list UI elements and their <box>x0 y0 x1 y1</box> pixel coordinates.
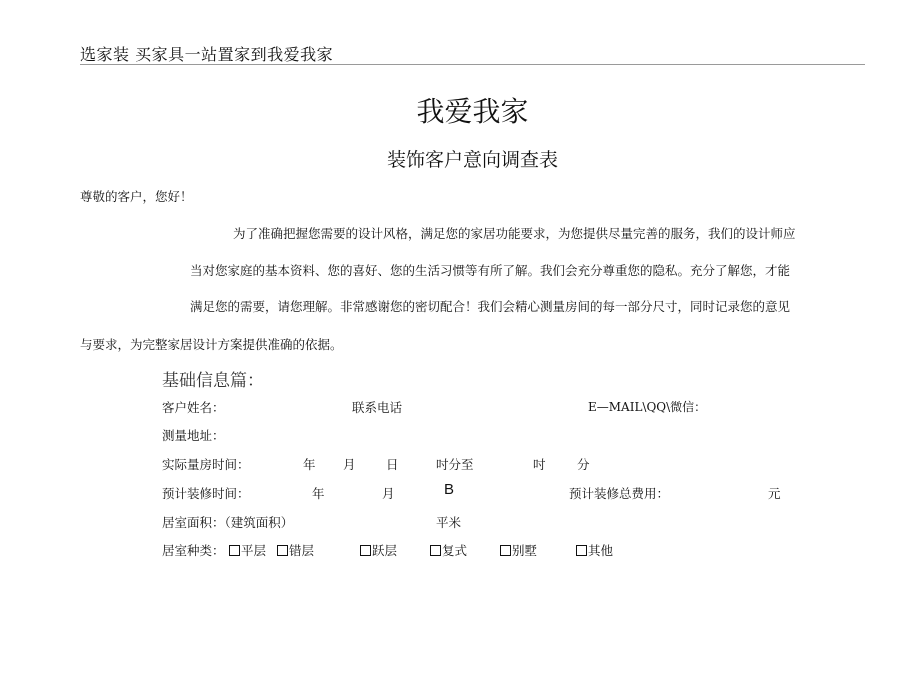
renovation-time-label: 预计装修时间： <box>162 486 250 501</box>
greeting: 尊敬的客户，您好！ <box>80 189 193 204</box>
checkbox-icon[interactable] <box>360 545 371 556</box>
renovation-day-label: B <box>444 481 455 498</box>
room-type-option-flat[interactable] <box>229 541 266 559</box>
phone-label: 联系电话 <box>352 400 403 415</box>
room-type-option-multi-level[interactable] <box>360 541 397 559</box>
checkbox-icon[interactable] <box>229 545 240 556</box>
section-title: 基础信息篇： <box>162 371 264 391</box>
room-type-option-label: 平层 <box>241 543 267 558</box>
checkbox-icon[interactable] <box>430 545 441 556</box>
intro-line-4: 与要求，为完整家居设计方案提供准确的依据。 <box>80 337 343 352</box>
total-cost-label: 预计装修总费用： <box>569 486 670 501</box>
intro-line-1: 为了准确把握您需要的设计风格，满足您的家居功能要求，为您提供尽量完善的服务，我们的设计师应 <box>233 226 796 241</box>
page-subtitle: 装饰客户意向调查表 <box>386 149 558 171</box>
area-label: 居室面积：（建筑面积） <box>162 515 294 530</box>
measure-month-label: 月 <box>343 457 356 472</box>
room-type-option-other[interactable] <box>576 541 613 559</box>
measure-minute-label: 分 <box>577 457 590 472</box>
renovation-year-label: 年 <box>312 486 325 501</box>
header-text: 选家装 买家具一站置家到我爱我家 <box>80 45 334 64</box>
customer-name-label: 客户姓名： <box>162 400 225 415</box>
room-type-option-label: 别墅 <box>512 543 538 558</box>
measure-time-label: 实际量房时间： <box>162 457 250 472</box>
room-type-option-duplex[interactable] <box>430 541 467 559</box>
renovation-month-label: 月 <box>382 486 395 501</box>
room-type-option-label: 错层 <box>289 543 315 558</box>
measure-day-label: 日 <box>386 457 399 472</box>
total-cost-unit: 元 <box>768 486 781 501</box>
email-qq-wechat-label: E—MAIL\QQ\微信： <box>588 400 707 414</box>
measure-time-from-label: 吋分至 <box>436 457 474 472</box>
room-type-option-villa[interactable] <box>500 541 537 559</box>
room-type-option-label: 复式 <box>442 543 468 558</box>
intro-line-2: 当对您家庭的基本资料、您的喜好、您的生活习惯等有所了解。我们会充分尊重您的隐私。充分了解您，才能 <box>190 263 791 278</box>
page-title: 我爱我家 <box>416 95 529 128</box>
checkbox-icon[interactable] <box>576 545 587 556</box>
room-type-label: 居室种类： <box>162 543 225 558</box>
room-type-option-label: 跃层 <box>372 543 398 558</box>
checkbox-icon[interactable] <box>277 545 288 556</box>
header-divider <box>80 64 865 65</box>
address-label: 测量地址： <box>162 428 225 443</box>
measure-year-label: 年 <box>303 457 316 472</box>
room-type-option-label: 其他 <box>588 543 614 558</box>
intro-line-3: 满足您的需要，请您理解。非常感谢您的密切配合！我们会精心测量房间的每一部分尺寸，同时记录您的意见 <box>190 299 791 314</box>
measure-hour-label: 吋 <box>533 457 546 472</box>
room-type-option-split-level[interactable] <box>277 541 314 559</box>
checkbox-icon[interactable] <box>500 545 511 556</box>
area-unit: 平米 <box>436 515 462 530</box>
